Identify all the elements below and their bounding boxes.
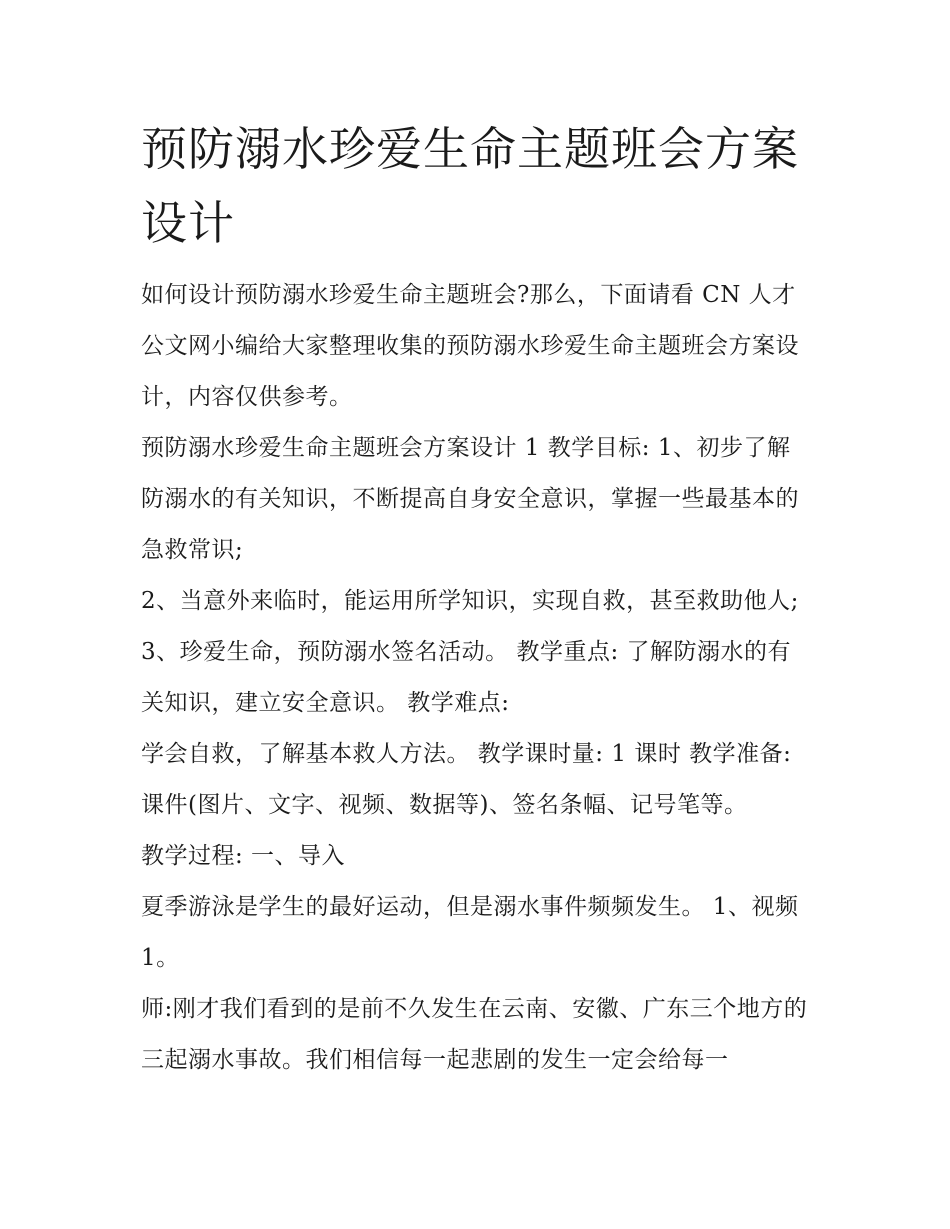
paragraph-introduction: 夏季游泳是学生的最好运动，但是溺水事件频频发生。 1、视频 1。 [141, 894, 799, 971]
document-title: 预防溺水珍爱生命主题班会方案设计 [141, 122, 799, 250]
paragraph-teacher: 师:刚才我们看到的是前不久发生在云南、安徽、广东三个地方的三起溺水事故。我们相信每一起悲剧的发生一定会给每一 [141, 996, 808, 1073]
paragraph-objectives: 预防溺水珍爱生命主题班会方案设计 1 教学目标: 1、初步了解防溺水的有关知识，不断提高自身安全意识，掌握一些最基本的急救常识; [141, 435, 799, 563]
paragraph-intro: 如何设计预防溺水珍爱生命主题班会?那么，下面请看 CN 人才公文网小编给大家整理收集的预防溺水珍爱生命主题班会方案设计，内容仅供参考。 [141, 282, 799, 410]
paragraph-preparation: 学会自救，了解基本救人方法。 教学课时量: 1 课时 教学准备: 课件(图片、文字、视频、数据等)、签名条幅、记号笔等。 [141, 741, 792, 818]
paragraph-key-points: 2、当意外来临时，能运用所学知识，实现自救，甚至救助他人; 3、珍爱生命，预防溺水签名活动。 教学重点: 了解防溺水的有关知识，建立安全意识。 教学难点: [141, 588, 799, 716]
document-body [141, 112, 813, 1086]
paragraph-process-heading: 教学过程: 一、导入 [141, 843, 346, 869]
